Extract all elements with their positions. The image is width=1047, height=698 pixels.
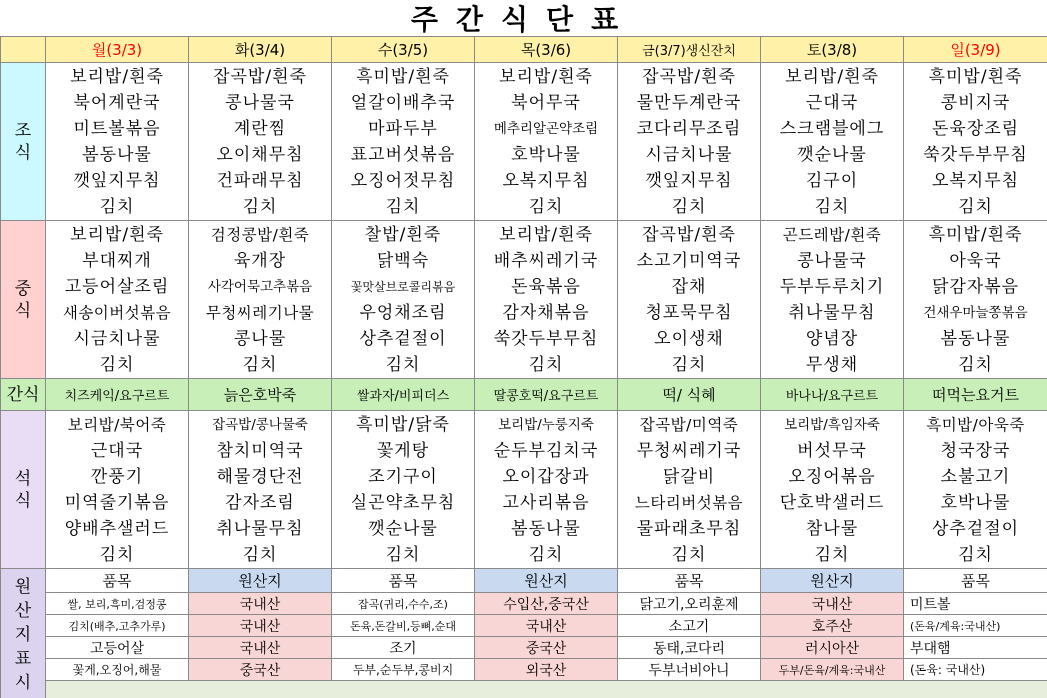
- dish-item: 오이갑장과: [502, 467, 590, 487]
- dish-item: 오이생채: [654, 329, 724, 349]
- dish-item: 양념장: [805, 329, 859, 349]
- dish-item: 소고기미역국: [636, 251, 742, 271]
- dish-item: 시금치나물: [73, 329, 161, 349]
- header-corner: [1, 37, 46, 63]
- dish-item: 청포묵무침: [645, 303, 733, 323]
- origin-cell: 소고기: [618, 615, 761, 637]
- dish-item: 김치: [242, 355, 278, 375]
- dish-item: 양배추샐러드: [64, 519, 170, 539]
- snack-cell: 치즈케익/요구르트: [46, 379, 189, 411]
- dinner-cell: [475, 411, 618, 569]
- origin-header: 원산지: [475, 569, 618, 593]
- dish-item: 보리밥/누룽지죽: [498, 417, 594, 433]
- dish-item: 두부두루치기: [779, 277, 885, 297]
- breakfast-label-char: 조: [14, 120, 32, 141]
- dish-item: 김치: [242, 197, 278, 217]
- snack-cell: 떡/ 식혜: [618, 379, 761, 411]
- dish-item: 김치: [528, 197, 564, 217]
- dish-item: 조기구이: [368, 467, 438, 487]
- day-header: 토(3/8): [761, 37, 904, 63]
- origin-cell: 두부/돈육/계육:국내산: [761, 659, 904, 681]
- dish-item: 북어계란국: [73, 93, 161, 113]
- dish-item: 잡곡밥/흰죽: [642, 67, 736, 87]
- dish-item: 표고버섯볶음: [350, 145, 456, 165]
- dish-item: 김치: [814, 197, 850, 217]
- dish-item: 배추씨레기국: [493, 251, 599, 271]
- breakfast-label-char: 식: [14, 142, 32, 163]
- lunch-label-char: 중: [14, 278, 32, 299]
- dish-item: 흑미밥/닭죽: [356, 415, 450, 435]
- day-header: 목(3/6): [475, 37, 618, 63]
- dish-item: 오복지무침: [502, 171, 590, 191]
- origin-cell: 두부,순두부,콩비지: [332, 659, 475, 681]
- dish-item: 느타리버섯볶음: [634, 494, 744, 512]
- dish-item: 해물경단전: [216, 467, 304, 487]
- dish-item: 김치: [528, 545, 564, 565]
- dish-item: 콩비지국: [940, 93, 1011, 113]
- dish-item: 감자조림: [225, 493, 295, 513]
- origin-label-char: 지: [14, 624, 32, 645]
- dish-item: 물만두계란국: [636, 93, 742, 113]
- origin-cell: 부대햄: [904, 637, 1047, 659]
- dinner-cell: [618, 411, 761, 569]
- dish-item: 곤드레밥/흰죽: [782, 226, 882, 244]
- origin-cell: 조기: [332, 637, 475, 659]
- dish-item: 김치: [385, 355, 421, 375]
- dish-item: 봄동나물: [940, 329, 1011, 349]
- breakfast-cell: [46, 63, 189, 221]
- dish-item: 김치: [99, 545, 135, 565]
- dish-item: 보리밥/흰죽: [70, 225, 164, 245]
- day-header: 금(3/7)생신잔치: [618, 37, 761, 63]
- origin-cell: 국내산: [189, 615, 332, 637]
- dish-item: 아욱국: [949, 251, 1002, 271]
- origin-cell: 꽃게,오징어,해물: [46, 659, 189, 681]
- dish-item: 참치미역국: [216, 441, 304, 461]
- dish-item: 무청씨레기나물: [205, 304, 315, 322]
- dish-item: 닭감자볶음: [931, 277, 1020, 297]
- dish-item: 잡곡밥/흰죽: [642, 225, 736, 245]
- breakfast-cell: [761, 63, 904, 221]
- dinner-cell: [332, 411, 475, 569]
- day-header: 수(3/5): [332, 37, 475, 63]
- dish-item: 물파래초무침: [636, 519, 742, 539]
- day-header: 월(3/3): [46, 37, 189, 63]
- origin-cell: 잡곡(귀리,수수,조): [332, 593, 475, 615]
- dish-item: 닭백숙: [376, 251, 430, 271]
- dish-item: 김치: [671, 197, 707, 217]
- dish-item: 김치: [814, 545, 850, 565]
- origin-cell: (돈육/계육:국내산): [904, 615, 1047, 637]
- dish-item: 시금치나물: [645, 145, 733, 165]
- dish-item: 돈육장조림: [931, 119, 1020, 139]
- dish-item: 깻순나물: [368, 519, 438, 539]
- origin-header: 원산지: [189, 569, 332, 593]
- dinner-label-char: 식: [14, 490, 32, 511]
- dish-item: 콩나물국: [225, 93, 295, 113]
- breakfast-cell: [332, 63, 475, 221]
- dish-item: 북어무국: [511, 93, 581, 113]
- origin-cell: 중국산: [189, 659, 332, 681]
- dish-item: 취나물무침: [216, 519, 304, 539]
- dish-item: 콩나물국: [797, 251, 867, 271]
- lunch-cell: [46, 221, 189, 379]
- dish-item: 스크램블에그: [779, 119, 885, 139]
- dish-item: 잡채: [671, 277, 707, 297]
- dinner-label: [1, 411, 46, 569]
- dish-item: 사각어묵고추볶음: [207, 279, 313, 295]
- dish-item: 호박나물: [940, 493, 1011, 513]
- lunch-cell: [618, 221, 761, 379]
- lunch-cell: [189, 221, 332, 379]
- origin-cell: 외국산: [475, 659, 618, 681]
- snack-cell: 떠먹는요거트: [904, 379, 1047, 411]
- lunch-label-char: 식: [14, 300, 32, 321]
- origin-header: 품목: [904, 569, 1047, 593]
- dish-item: 콩나물: [233, 329, 287, 349]
- dinner-cell: [46, 411, 189, 569]
- dish-item: 흑미밥/흰죽: [356, 67, 450, 87]
- dish-item: 흑미밥/흰죽: [928, 67, 1023, 87]
- dish-item: 상추겉절이: [359, 329, 447, 349]
- origin-header: 원산지: [761, 569, 904, 593]
- dish-item: 김치: [958, 355, 993, 375]
- origin-cell: 수입산,중국산: [475, 593, 618, 615]
- dish-item: 김치: [958, 197, 993, 217]
- lunch-cell: [761, 221, 904, 379]
- dish-item: 건새우마늘쫑볶음: [923, 305, 1028, 321]
- dish-item: 김치: [242, 545, 278, 565]
- origin-header: 품목: [46, 569, 189, 593]
- origin-label-char: 시: [14, 672, 32, 693]
- dish-item: 오징어볶음: [788, 467, 876, 487]
- origin-cell: 러시아산: [761, 637, 904, 659]
- origin-cell: 돈육,돈갈비,등뼈,순대: [332, 615, 475, 637]
- dish-item: 검정콩밥/흰죽: [210, 226, 310, 244]
- dish-item: 호박나물: [511, 145, 581, 165]
- dish-item: 김치: [528, 355, 564, 375]
- dish-item: 오징어젓무침: [350, 171, 456, 191]
- dish-item: 단호박샐러드: [779, 493, 885, 513]
- dish-item: 흑미밥/아욱죽: [926, 416, 1025, 434]
- dish-item: 꽃맛살브로콜리볶음: [350, 280, 456, 294]
- dish-item: 버섯무국: [797, 441, 867, 461]
- dish-item: 꽃게탕: [376, 441, 430, 461]
- snack-label: 간식: [1, 379, 46, 411]
- dish-item: 메추리알곤약조림: [493, 121, 599, 137]
- dish-item: 미트볼볶음: [73, 119, 161, 139]
- dish-item: 얼갈이배추국: [350, 93, 456, 113]
- dish-item: 미역줄기볶음: [64, 493, 170, 513]
- dish-item: 소불고기: [940, 467, 1011, 487]
- origin-header: 품목: [618, 569, 761, 593]
- snack-cell: 늙은호박죽: [189, 379, 332, 411]
- origin-label-char: 원: [14, 576, 32, 597]
- dish-item: 김치: [671, 545, 707, 565]
- origin-footer: [46, 681, 1047, 698]
- dish-item: 새송이버섯볶음: [62, 304, 172, 322]
- lunch-cell: [904, 221, 1047, 379]
- breakfast-label: [1, 63, 46, 221]
- dish-item: 김구이: [805, 171, 859, 191]
- dish-item: 깻순나물: [797, 145, 867, 165]
- dish-item: 무생채: [805, 355, 859, 375]
- dish-item: 찰밥/흰죽: [364, 225, 442, 245]
- dish-item: 고등어살조림: [64, 277, 170, 297]
- dinner-cell: [189, 411, 332, 569]
- origin-cell: 국내산: [189, 593, 332, 615]
- breakfast-cell: [618, 63, 761, 221]
- dish-item: 잡곡밥/콩나물죽: [212, 417, 308, 433]
- dish-item: 보리밥/흰죽: [70, 67, 164, 87]
- origin-label-char: 표: [14, 648, 32, 669]
- origin-cell: 중국산: [475, 637, 618, 659]
- origin-cell: 쌀, 보리,흑미,검정콩: [46, 593, 189, 615]
- origin-cell: 국내산: [475, 615, 618, 637]
- dish-item: 육개장: [233, 251, 287, 271]
- dish-item: 보리밥/흰죽: [499, 225, 593, 245]
- lunch-label: [1, 221, 46, 379]
- dish-item: 닭갈비: [662, 467, 716, 487]
- dish-item: 부대찌개: [82, 251, 152, 271]
- breakfast-cell: [189, 63, 332, 221]
- dish-item: 쑥갓두부무침: [493, 329, 599, 349]
- dish-item: 김치: [671, 355, 707, 375]
- dish-item: 실곤약초무침: [350, 493, 456, 513]
- lunch-cell: [475, 221, 618, 379]
- dish-item: 건파래무침: [216, 171, 304, 191]
- dish-item: 오이채무침: [216, 145, 304, 165]
- dinner-cell: [761, 411, 904, 569]
- dish-item: 계란찜: [233, 119, 287, 139]
- dish-item: 김치: [958, 545, 993, 565]
- dinner-cell: [904, 411, 1047, 569]
- origin-cell: 국내산: [189, 637, 332, 659]
- day-header: 화(3/4): [189, 37, 332, 63]
- origin-cell: 호주산: [761, 615, 904, 637]
- origin-cell: 고등어살: [46, 637, 189, 659]
- snack-cell: 딸콩호떡/요구르트: [475, 379, 618, 411]
- breakfast-cell: [904, 63, 1047, 221]
- weekly-menu-table: [0, 36, 1047, 698]
- dish-item: 청국장국: [940, 441, 1011, 461]
- lunch-cell: [332, 221, 475, 379]
- dish-item: 무청씨레기국: [636, 441, 742, 461]
- dish-item: 깐풍기: [90, 467, 144, 487]
- dish-item: 깻잎지무침: [645, 171, 733, 191]
- origin-cell: 닭고기,오리훈제: [618, 593, 761, 615]
- dish-item: 순두부김치국: [493, 441, 599, 461]
- dish-item: 마파두부: [368, 119, 438, 139]
- dish-item: 잡곡밥/흰죽: [213, 67, 307, 87]
- origin-cell: 동태,코다리: [618, 637, 761, 659]
- dish-item: 봄동나물: [82, 145, 152, 165]
- day-header: 일(3/9): [904, 37, 1047, 63]
- dish-item: 돈육볶음: [511, 277, 581, 297]
- dish-item: 근대국: [805, 93, 859, 113]
- dish-item: 근대국: [90, 441, 144, 461]
- dish-item: 김치: [385, 545, 421, 565]
- dish-item: 오복지무침: [931, 171, 1020, 191]
- dish-item: 김치: [385, 197, 421, 217]
- dish-item: 잡곡밥/미역죽: [639, 416, 739, 434]
- dish-item: 김치: [99, 355, 135, 375]
- dinner-label-char: 석: [14, 468, 32, 489]
- origin-label-char: 산: [14, 600, 32, 621]
- dish-item: 코다리무조림: [636, 119, 742, 139]
- snack-cell: 바나나/요구르트: [761, 379, 904, 411]
- dish-item: 고사리볶음: [502, 493, 590, 513]
- dish-item: 참나물: [805, 519, 859, 539]
- dish-item: 우엉채조림: [359, 303, 447, 323]
- origin-label: [1, 569, 46, 698]
- snack-cell: 쌀과자/비피더스: [332, 379, 475, 411]
- dish-item: 흑미밥/흰죽: [928, 225, 1023, 245]
- origin-cell: (돈육: 국내산): [904, 659, 1047, 681]
- dish-item: 보리밥/북어죽: [67, 416, 167, 434]
- origin-cell: 미트볼: [904, 593, 1047, 615]
- dish-item: 보리밥/흑임자죽: [784, 417, 880, 433]
- dish-item: 봄동나물: [511, 519, 581, 539]
- dish-item: 상추겉절이: [931, 519, 1020, 539]
- dish-item: 쑥갓두부무침: [923, 145, 1028, 165]
- dish-item: 취나물무침: [788, 303, 876, 323]
- dish-item: 김치: [99, 197, 135, 217]
- breakfast-cell: [475, 63, 618, 221]
- origin-cell: 두부너비아니: [618, 659, 761, 681]
- dish-item: 깻잎지무침: [73, 171, 161, 191]
- origin-cell: 국내산: [761, 593, 904, 615]
- origin-cell: 김치(배추,고추가루): [46, 615, 189, 637]
- dish-item: 보리밥/흰죽: [785, 67, 879, 87]
- page-title: 주간식단표: [410, 3, 637, 36]
- dish-item: 보리밥/흰죽: [499, 67, 593, 87]
- dish-item: 감자채볶음: [502, 303, 590, 323]
- origin-header: 품목: [332, 569, 475, 593]
